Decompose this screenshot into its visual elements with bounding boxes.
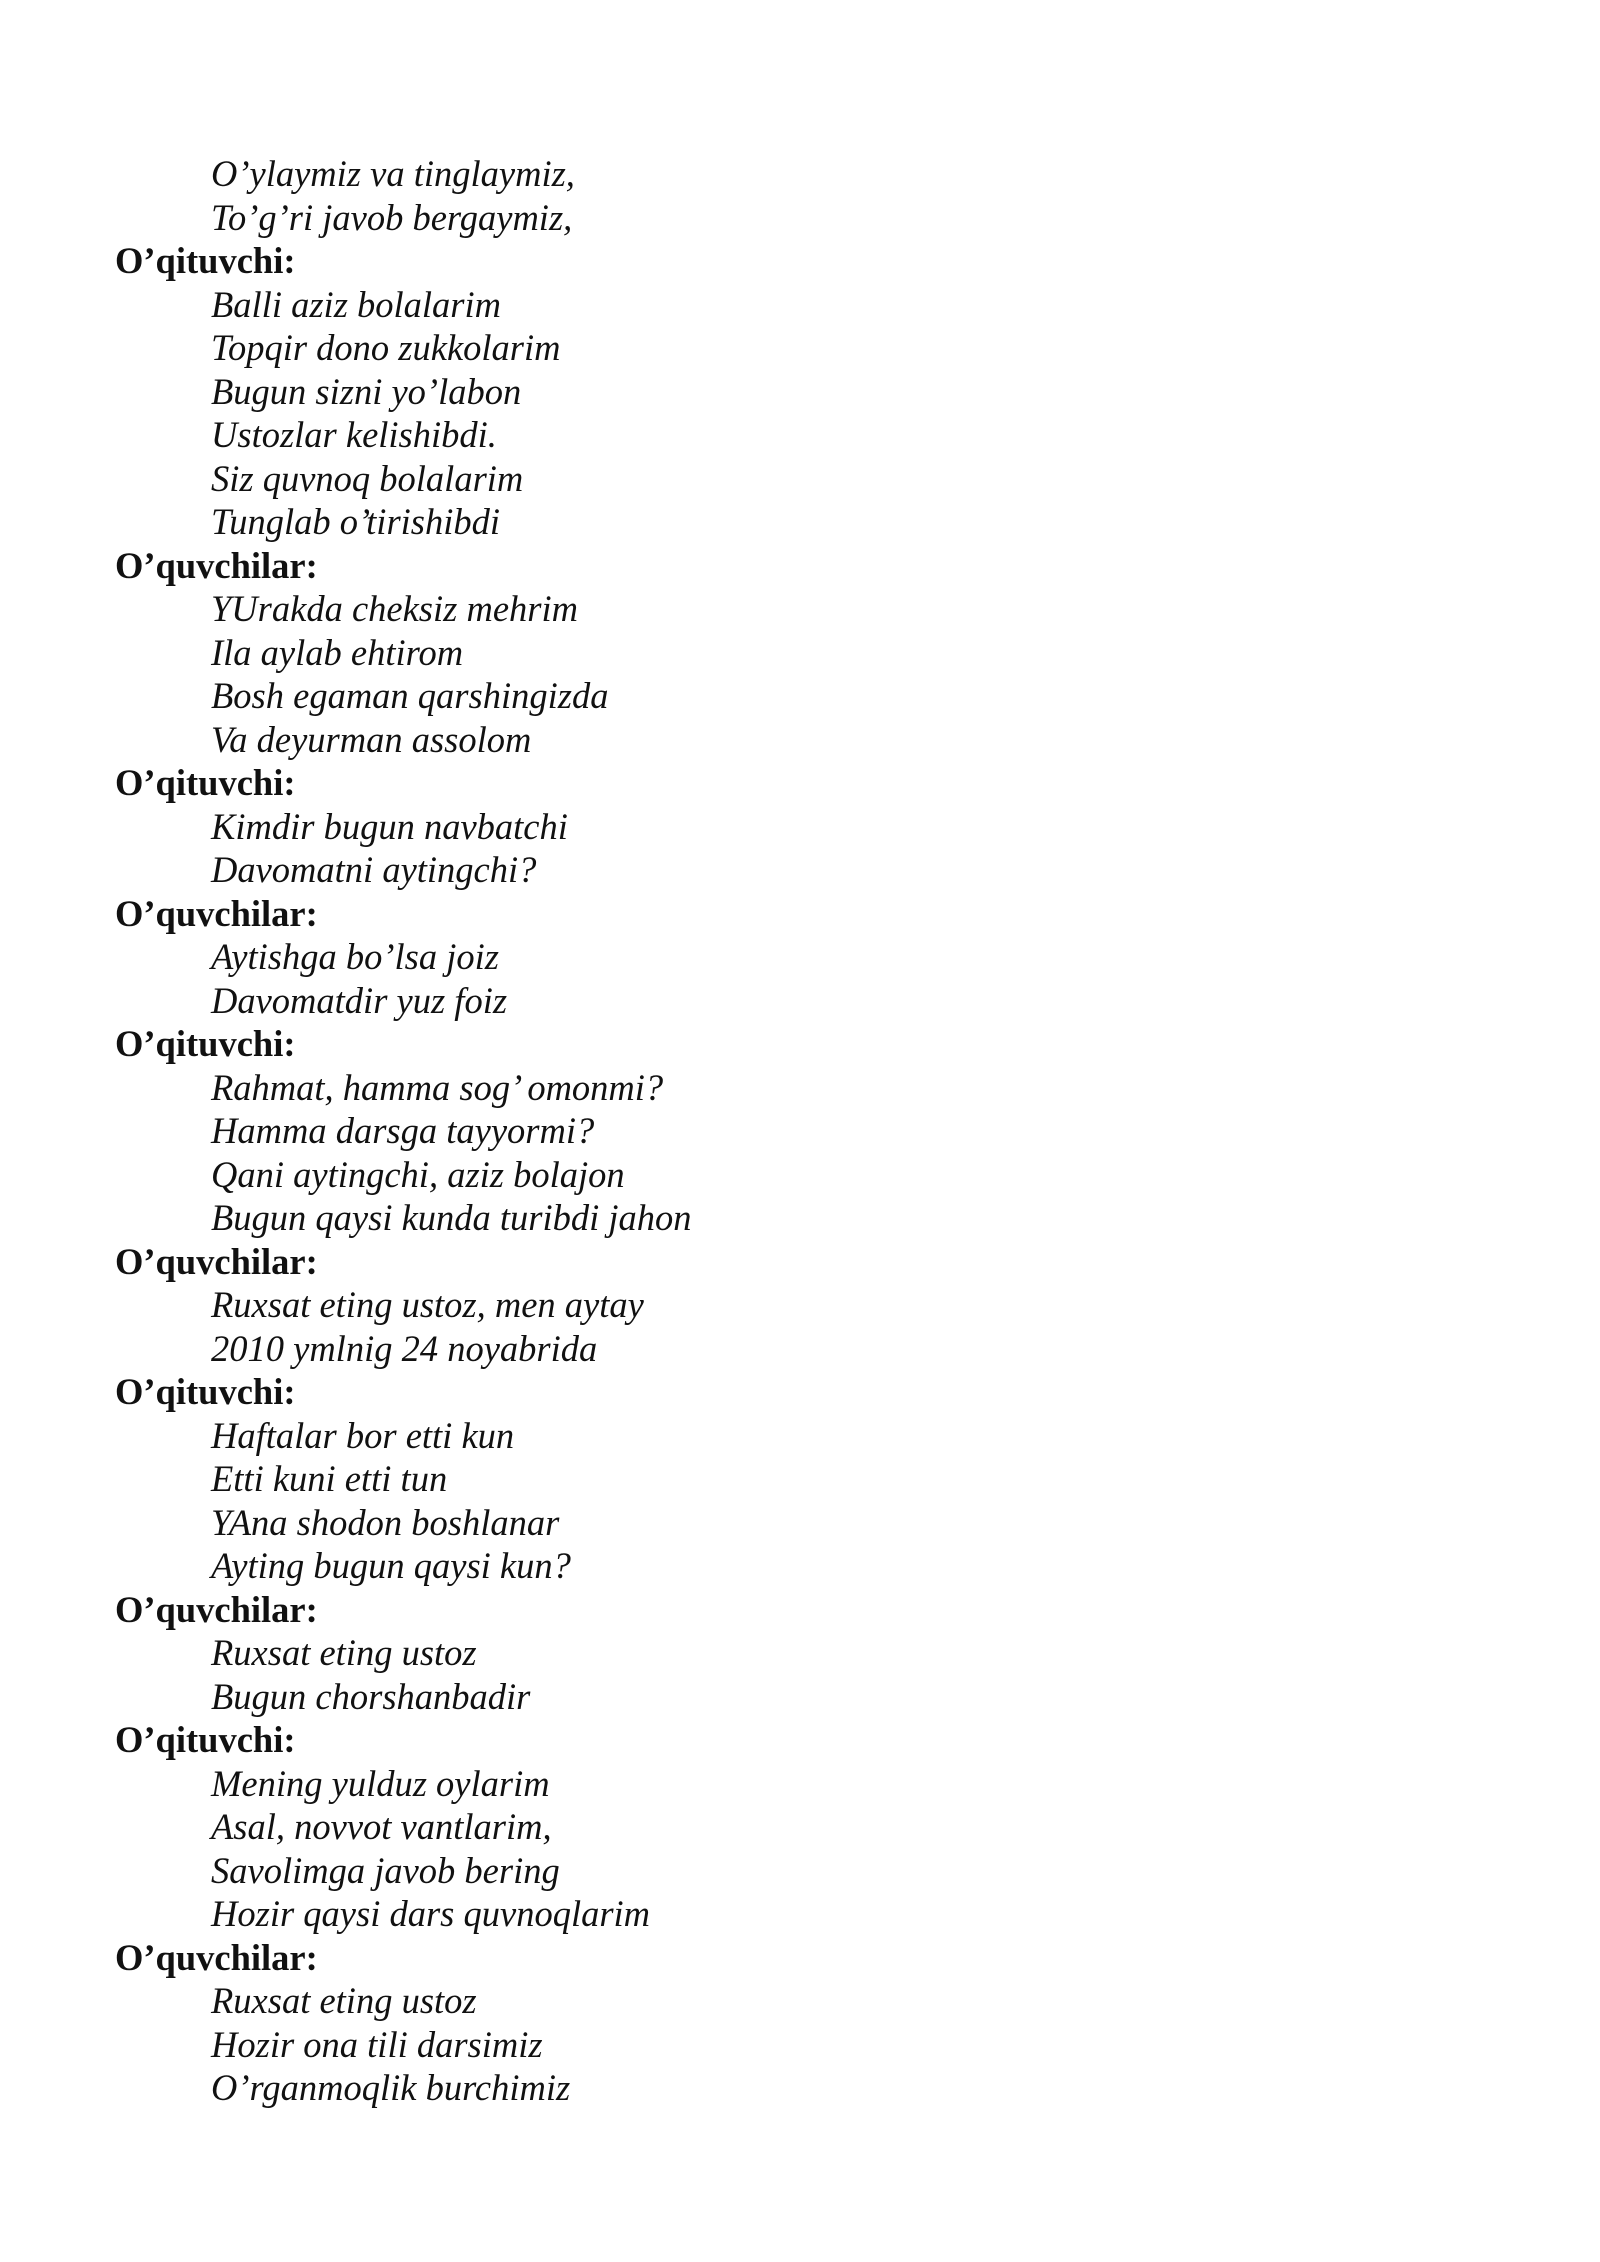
- verse-line: O’ylaymiz va tinglaymiz,: [211, 153, 575, 194]
- verse-line: Kimdir bugun navbatchi: [211, 805, 568, 847]
- speaker-label: O’qituvchi:: [115, 1719, 296, 1760]
- dialogue-block: [115, 1588, 1415, 1719]
- dialogue-block: [115, 239, 1415, 544]
- verse-line: Ustozlar kelishibdi.: [211, 414, 497, 455]
- verse-line: Hamma darsga tayyormi?: [211, 1110, 595, 1151]
- speaker-label: O’qituvchi:: [115, 1371, 296, 1412]
- verse-line: Davomatdir yuz foiz: [211, 979, 508, 1021]
- intro-block: [115, 152, 1415, 239]
- speaker-label: O’quvchilar:: [115, 892, 318, 934]
- dialogue-block: [115, 1022, 1415, 1240]
- verse-line: Asal, novvot vantlarim,: [211, 1806, 552, 1847]
- verse-line: Siz quvnoq bolalarim: [211, 457, 524, 499]
- speaker-label: O’qituvchi:: [115, 240, 296, 281]
- verse-line: YAna shodon boshlanar: [211, 1501, 560, 1543]
- verse-line: Bugun chorshanbadir: [211, 1675, 531, 1717]
- verse-line: To’g’ri javob bergaymiz,: [211, 196, 573, 238]
- dialogue-block: [115, 1240, 1415, 1371]
- verse-line: Bugun sizni yo’labon: [211, 370, 522, 412]
- verse-line: Tunglab o’tirishibdi: [211, 501, 501, 542]
- verse-line: Rahmat, hamma sog’ omonmi?: [211, 1066, 664, 1108]
- verse-line: Davomatni aytingchi?: [211, 849, 537, 890]
- speaker-label: O’qituvchi:: [115, 1023, 296, 1064]
- verse-line: Hozir ona tili darsimiz: [211, 2023, 543, 2065]
- verse-line: Bosh egaman qarshingizda: [211, 675, 609, 716]
- verse-line: Topqir dono zukkolarim: [211, 327, 561, 368]
- dialogue-text: [115, 152, 1415, 2110]
- dialogue-block: [115, 892, 1415, 1023]
- speaker-label: O’quvchilar:: [115, 544, 318, 586]
- verse-line: Balli aziz bolalarim: [211, 283, 502, 325]
- verse-line: Savolimga javob bering: [211, 1849, 560, 1891]
- verse-line: Haftalar bor etti kun: [211, 1414, 515, 1456]
- verse-line: Qani aytingchi, aziz bolajon: [211, 1153, 625, 1195]
- dialogue-block: [115, 761, 1415, 892]
- verse-line: O’rganmoqlik burchimiz: [211, 2067, 571, 2108]
- verse-line: 2010 ymlnig 24 noyabrida: [211, 1327, 598, 1369]
- speaker-label: O’quvchilar:: [115, 1240, 318, 1282]
- dialogue-block: [115, 1718, 1415, 1936]
- verse-line: Bugun qaysi kunda turibdi jahon: [211, 1197, 692, 1238]
- verse-line: Va deyurman assolom: [211, 718, 532, 760]
- verse-line: Ayting bugun qaysi kun?: [211, 1545, 571, 1586]
- verse-line: Ruxsat eting ustoz, men aytay: [211, 1284, 644, 1325]
- speaker-label: O’quvchilar:: [115, 1588, 318, 1630]
- dialogue-block: [115, 1370, 1415, 1588]
- verse-line: Etti kuni etti tun: [211, 1458, 448, 1499]
- verse-line: Mening yulduz oylarim: [211, 1762, 550, 1804]
- verse-line: Ila aylab ehtirom: [211, 631, 464, 673]
- verse-line: Aytishga bo’lsa joiz: [211, 936, 499, 977]
- verse-line: Ruxsat eting ustoz: [211, 1632, 477, 1673]
- dialogue-block: [115, 544, 1415, 762]
- dialogue-block: [115, 1936, 1415, 2110]
- verse-line: Ruxsat eting ustoz: [211, 1980, 477, 2021]
- speaker-label: O’qituvchi:: [115, 762, 296, 803]
- speaker-label: O’quvchilar:: [115, 1936, 318, 1978]
- verse-line: YUrakda cheksiz mehrim: [211, 588, 578, 629]
- verse-line: Hozir qaysi dars quvnoqlarim: [211, 1893, 651, 1934]
